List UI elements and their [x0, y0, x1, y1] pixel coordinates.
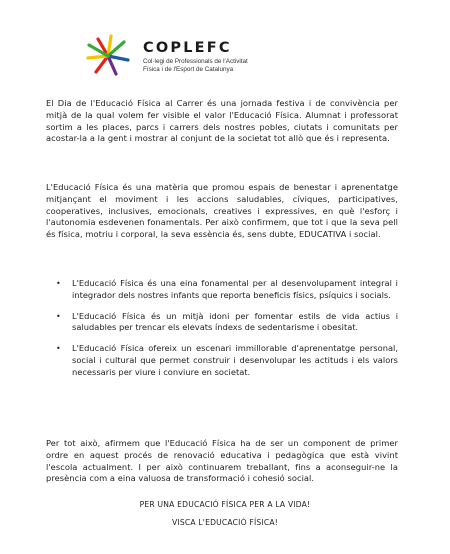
bullet-icon: •: [56, 311, 61, 321]
bullet-icon: •: [56, 279, 61, 288]
org-subtitle-line1: Col·legi de Professionals de l'Activitat: [143, 58, 248, 65]
list-item-text: L'Educació Física és una eina fonamental per al desenvolupament integral i integrador dels nostres infants que reporta beneficis físics, psíquics i socials.: [72, 278, 398, 300]
list-item-text: L'Educació Física és un mitjà idoni per fomentar estils de vida actius i saludables per trencar els elevats índexs de sedentarisme i obesitat.: [72, 310, 398, 333]
list-item: [56, 311, 398, 335]
list-item-text: L'Educació Física ofereix un escenari immillorable d'aprenentatge personal, social i cultural que permet construir i desenvolupar les actituds i els valors necessaris per viure i conviure en societat.: [72, 343, 398, 377]
closing-slogan-1: PER UNA EDUCACIÓ FÍSICA PER A LA VIDA!: [139, 500, 311, 509]
list-item: [56, 278, 398, 302]
conclusion-paragraph: Per tot això, afirmem que l'Educació Física ha de ser un component de primer ordre en aquest procés de renovació educativa i pedagògica que està vivint l'escola actualment. I per això continuarem treballant, fins a aconseguir-ne la presència com a eina valuosa de transformació i cohesió social.: [46, 438, 398, 484]
intro-paragraph: El Dia de l'Educació Física al Carrer és una jornada festiva i de convivència per mitjà de la qual volem fer visible el valor l'Educació Física. Alumnat i professorat sortim a les places, parcs i carrers dels nostres pobles, ciutats i comunitats per acostar-la a la gent i mostrar al conjunt de la societat tot allò que és i representa.: [46, 98, 398, 144]
page-header: [0, 22, 450, 72]
benefits-list: [56, 278, 398, 388]
coplefc-star-logo-icon: [86, 34, 130, 76]
org-wordmark: COPLEFC: [143, 40, 232, 56]
closing-slogan-2: VISCA L'EDUCACIÓ FÍSICA!: [172, 518, 278, 527]
definition-paragraph: L'Educació Física és una matèria que promou espais de benestar i aprenentatge mitjançant el moviment i les accions saludables, cíviques, participatives, cooperatives, inclusives, emocionals, creatives i expressives, en què l'esforç i l'autonomia esdevenen fonamentals. Per això confirmem, que tot i que la seva pell és física, motriu i corporal, la seva essència és, sens dubte, EDUCATIVA i social.: [46, 182, 398, 240]
org-subtitle-line2: Física i de l'Esport de Catalunya: [143, 66, 234, 73]
bullet-icon: •: [56, 344, 61, 354]
list-item: [56, 343, 398, 378]
